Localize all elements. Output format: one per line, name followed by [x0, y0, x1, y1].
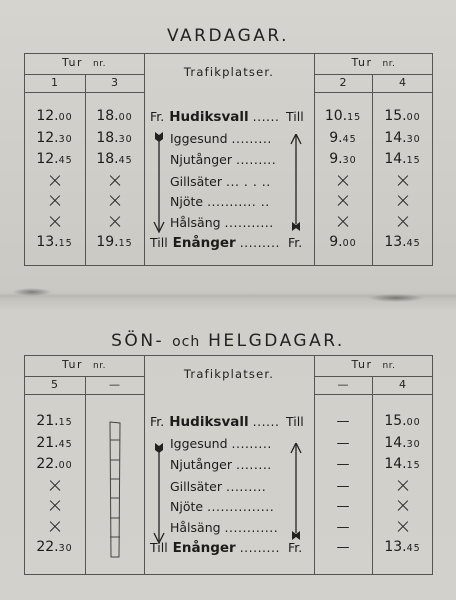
no-stop-x-icon	[397, 500, 409, 512]
leader-dots: ...........	[224, 215, 274, 230]
blank-tur-time: —	[336, 540, 350, 555]
station-row-label	[150, 538, 310, 557]
tur-3-time	[85, 107, 144, 126]
tur-2-time	[314, 172, 372, 191]
time-minute: 15	[58, 238, 73, 249]
no-stop-x-icon	[397, 216, 409, 228]
time-minute: 00	[118, 112, 133, 123]
up-arrow-icon	[289, 134, 303, 234]
tur-4-time	[372, 477, 433, 496]
time-minute: 30	[58, 134, 73, 145]
station-suffix: Till	[286, 414, 304, 429]
station-prefix: Fr.	[150, 414, 165, 429]
tur-4-time	[372, 150, 433, 169]
station-suffix: Till	[286, 109, 304, 124]
time-minute: 15	[406, 155, 421, 166]
time-minute: 00	[406, 417, 421, 428]
tur-5-time	[24, 455, 85, 474]
leader-dots: .........	[235, 152, 277, 167]
time-hour: 9.	[329, 151, 343, 167]
tur-2-time	[314, 233, 372, 252]
col-header-blank-right: —	[337, 378, 349, 391]
time-minute: 45	[406, 543, 421, 554]
station-row-label	[150, 107, 310, 126]
tur-3-time	[85, 129, 144, 148]
time-hour: 13.	[384, 234, 407, 250]
tur-1-time	[24, 233, 85, 252]
no-stop-x-icon	[337, 175, 349, 187]
tur-nr-header-left: Tur nr.	[62, 56, 106, 69]
no-stop-x-icon	[397, 480, 409, 492]
trafikplatser-header: Trafikplatser.	[183, 367, 275, 381]
col-header-4: 4	[399, 378, 406, 391]
no-stop-x-icon	[49, 195, 61, 207]
tur-nr-header-right: Tur nr.	[351, 358, 396, 371]
blank-tur-time: —	[336, 520, 350, 535]
station-row-label	[150, 434, 310, 453]
station-row-label	[150, 412, 310, 431]
tur-4-time	[372, 172, 433, 191]
col-header-5: 5	[51, 378, 58, 391]
tur-5-time	[24, 497, 85, 516]
tur-2-time	[314, 150, 372, 169]
sonhelg-table	[24, 355, 433, 575]
leader-dots: .........	[231, 436, 272, 451]
tur-3-time	[85, 172, 144, 191]
tur-4-time	[372, 518, 433, 537]
tur-3-time	[85, 192, 144, 211]
station-name: Enånger	[172, 235, 236, 251]
station-name: Hålsäng	[170, 215, 221, 230]
no-stop-x-icon	[397, 175, 409, 187]
time-minute: 30	[342, 155, 357, 166]
trafikplatser-header: Trafikplatser.	[183, 65, 275, 79]
up-arrow-icon	[289, 443, 303, 543]
blank-tur-time: —	[336, 479, 350, 494]
station-suffix: Fr.	[288, 540, 303, 555]
time-hour: 14.	[384, 456, 407, 472]
tur-nr-header-right: Tur nr.	[351, 56, 396, 69]
tur-1-time	[24, 192, 85, 211]
time-minute: 00	[58, 460, 73, 471]
no-stop-x-icon	[337, 195, 349, 207]
no-stop-x-icon	[397, 521, 409, 533]
tur-1-time	[24, 129, 85, 148]
time-hour: 18.	[96, 130, 119, 146]
no-stop-x-icon	[49, 480, 61, 492]
down-arrow-icon	[152, 130, 166, 234]
time-minute: 30	[406, 134, 421, 145]
station-name: Gillsäter	[170, 479, 223, 494]
leader-dots: ......	[252, 414, 280, 429]
tur-4-time	[372, 455, 433, 474]
no-stop-x-icon	[49, 175, 61, 187]
station-prefix: Till	[150, 235, 168, 250]
tur-4-time	[372, 497, 433, 516]
time-hour: 18.	[96, 151, 119, 167]
tur-4-time	[372, 412, 433, 431]
tur-5-time	[24, 477, 85, 496]
no-stop-x-icon	[109, 195, 121, 207]
leader-dots: ............	[224, 520, 279, 535]
tur-5-time	[24, 518, 85, 537]
station-row-label	[150, 497, 310, 516]
tur-1-time	[24, 172, 85, 191]
tur-5-time	[24, 434, 85, 453]
leader-dots: .........	[239, 540, 280, 555]
tur-4-time	[372, 213, 433, 232]
time-minute: 00	[406, 112, 421, 123]
station-row-label	[150, 172, 310, 191]
ink-smudge-right	[368, 294, 424, 302]
tur-4-time	[372, 129, 433, 148]
time-hour: 19.	[96, 234, 119, 250]
tur-3-time	[85, 213, 144, 232]
station-row-label	[150, 477, 310, 496]
tur-4-time	[372, 434, 433, 453]
leader-dots: .........	[231, 131, 272, 146]
station-row-label	[150, 518, 310, 537]
time-hour: 12.	[36, 108, 59, 124]
vardagar-table	[24, 53, 433, 266]
tur-1-time	[24, 107, 85, 126]
time-hour: 21.	[36, 435, 59, 451]
down-arrow-icon	[152, 441, 166, 545]
tur-4-time	[372, 192, 433, 211]
time-minute: 45	[58, 155, 73, 166]
time-minute: 45	[118, 155, 133, 166]
station-name: Njöte	[170, 194, 204, 209]
station-row-label	[150, 192, 310, 211]
vardagar-title: VARDAGAR.	[166, 26, 290, 46]
tur-4-time	[372, 107, 433, 126]
blank-tur-time: —	[336, 414, 350, 429]
tur-5-time	[24, 538, 85, 557]
time-hour: 13.	[384, 539, 407, 555]
station-row-label	[150, 455, 310, 474]
tur-1-time	[24, 213, 85, 232]
time-minute: 15	[347, 112, 362, 123]
time-minute: 45	[406, 238, 421, 249]
time-hour: 14.	[384, 435, 407, 451]
time-hour: 14.	[384, 130, 407, 146]
no-stop-x-icon	[109, 216, 121, 228]
tur-4-time	[372, 538, 433, 557]
no-stop-x-icon	[49, 500, 61, 512]
leader-dots: ...............	[207, 499, 275, 514]
blank-tur-time: —	[336, 436, 350, 451]
time-hour: 18.	[96, 108, 119, 124]
time-minute: 00	[342, 238, 357, 249]
no-stop-x-icon	[109, 175, 121, 187]
leader-dots: ........	[235, 457, 272, 472]
tur-2-time	[314, 192, 372, 211]
station-row-label	[150, 150, 310, 169]
station-prefix: Fr.	[150, 109, 165, 124]
blank-tur-time: —	[336, 499, 350, 514]
time-minute: 00	[58, 112, 73, 123]
col-header-2: 2	[339, 76, 347, 89]
time-hour: 10.	[324, 108, 348, 124]
station-row-label	[150, 233, 310, 252]
time-hour: 12.	[36, 130, 59, 146]
time-hour: 15.	[384, 413, 407, 429]
tur-3-time	[85, 233, 144, 252]
ink-smudge-left	[12, 288, 52, 296]
time-hour: 22.	[36, 539, 59, 555]
leader-dots: .........	[226, 479, 267, 494]
time-hour: 15.	[384, 108, 407, 124]
station-name: Enånger	[172, 540, 236, 556]
no-service-ladder	[107, 420, 123, 559]
tur-2-time	[314, 213, 372, 232]
tur-5-time	[24, 412, 85, 431]
no-stop-x-icon	[397, 195, 409, 207]
time-minute: 30	[118, 134, 133, 145]
leader-dots: .........	[239, 235, 280, 250]
leader-dots: ......	[252, 109, 280, 124]
col-header-1: 1	[51, 76, 58, 89]
blank-tur-time: —	[336, 457, 350, 472]
station-name: Iggesund	[170, 131, 228, 146]
time-hour: 9.	[329, 234, 343, 250]
station-prefix: Till	[150, 540, 168, 555]
leader-dots: ... . . ..	[226, 174, 271, 189]
time-hour: 13.	[36, 234, 59, 250]
station-name: Gillsäter	[170, 174, 223, 189]
tur-3-time	[85, 150, 144, 169]
station-name: Njöte	[170, 499, 204, 514]
time-hour: 12.	[36, 151, 59, 167]
time-hour: 21.	[36, 413, 59, 429]
time-minute: 15	[58, 417, 73, 428]
time-hour: 14.	[384, 151, 407, 167]
col-header-blank-left: —	[109, 378, 120, 391]
station-name: Njutånger	[170, 152, 232, 167]
leader-dots: ........... ..	[207, 194, 270, 209]
time-minute: 45	[342, 134, 357, 145]
time-hour: 9.	[329, 130, 343, 146]
station-name: Hudiksvall	[169, 109, 249, 125]
tur-2-time	[314, 129, 372, 148]
time-hour: 22.	[36, 456, 59, 472]
time-minute: 15	[118, 238, 133, 249]
time-minute: 45	[58, 439, 73, 450]
col-header-4: 4	[399, 76, 406, 89]
sonhelg-title: SÖN- och HELGDAGAR.	[111, 331, 345, 351]
time-minute: 15	[406, 460, 421, 471]
station-suffix: Fr.	[288, 235, 303, 250]
no-stop-x-icon	[49, 216, 61, 228]
time-minute: 30	[58, 543, 73, 554]
no-stop-x-icon	[49, 521, 61, 533]
station-row-label	[150, 213, 310, 232]
station-name: Hudiksvall	[169, 414, 249, 430]
tur-2-time	[314, 107, 372, 126]
tur-4-time	[372, 233, 433, 252]
col-header-3: 3	[111, 76, 118, 89]
station-name: Hålsäng	[170, 520, 221, 535]
station-name: Njutånger	[170, 457, 232, 472]
no-stop-x-icon	[337, 216, 349, 228]
time-minute: 30	[406, 439, 421, 450]
tur-1-time	[24, 150, 85, 169]
tur-nr-header-left: Tur nr.	[62, 358, 106, 371]
station-row-label	[150, 129, 310, 148]
station-name: Iggesund	[170, 436, 228, 451]
